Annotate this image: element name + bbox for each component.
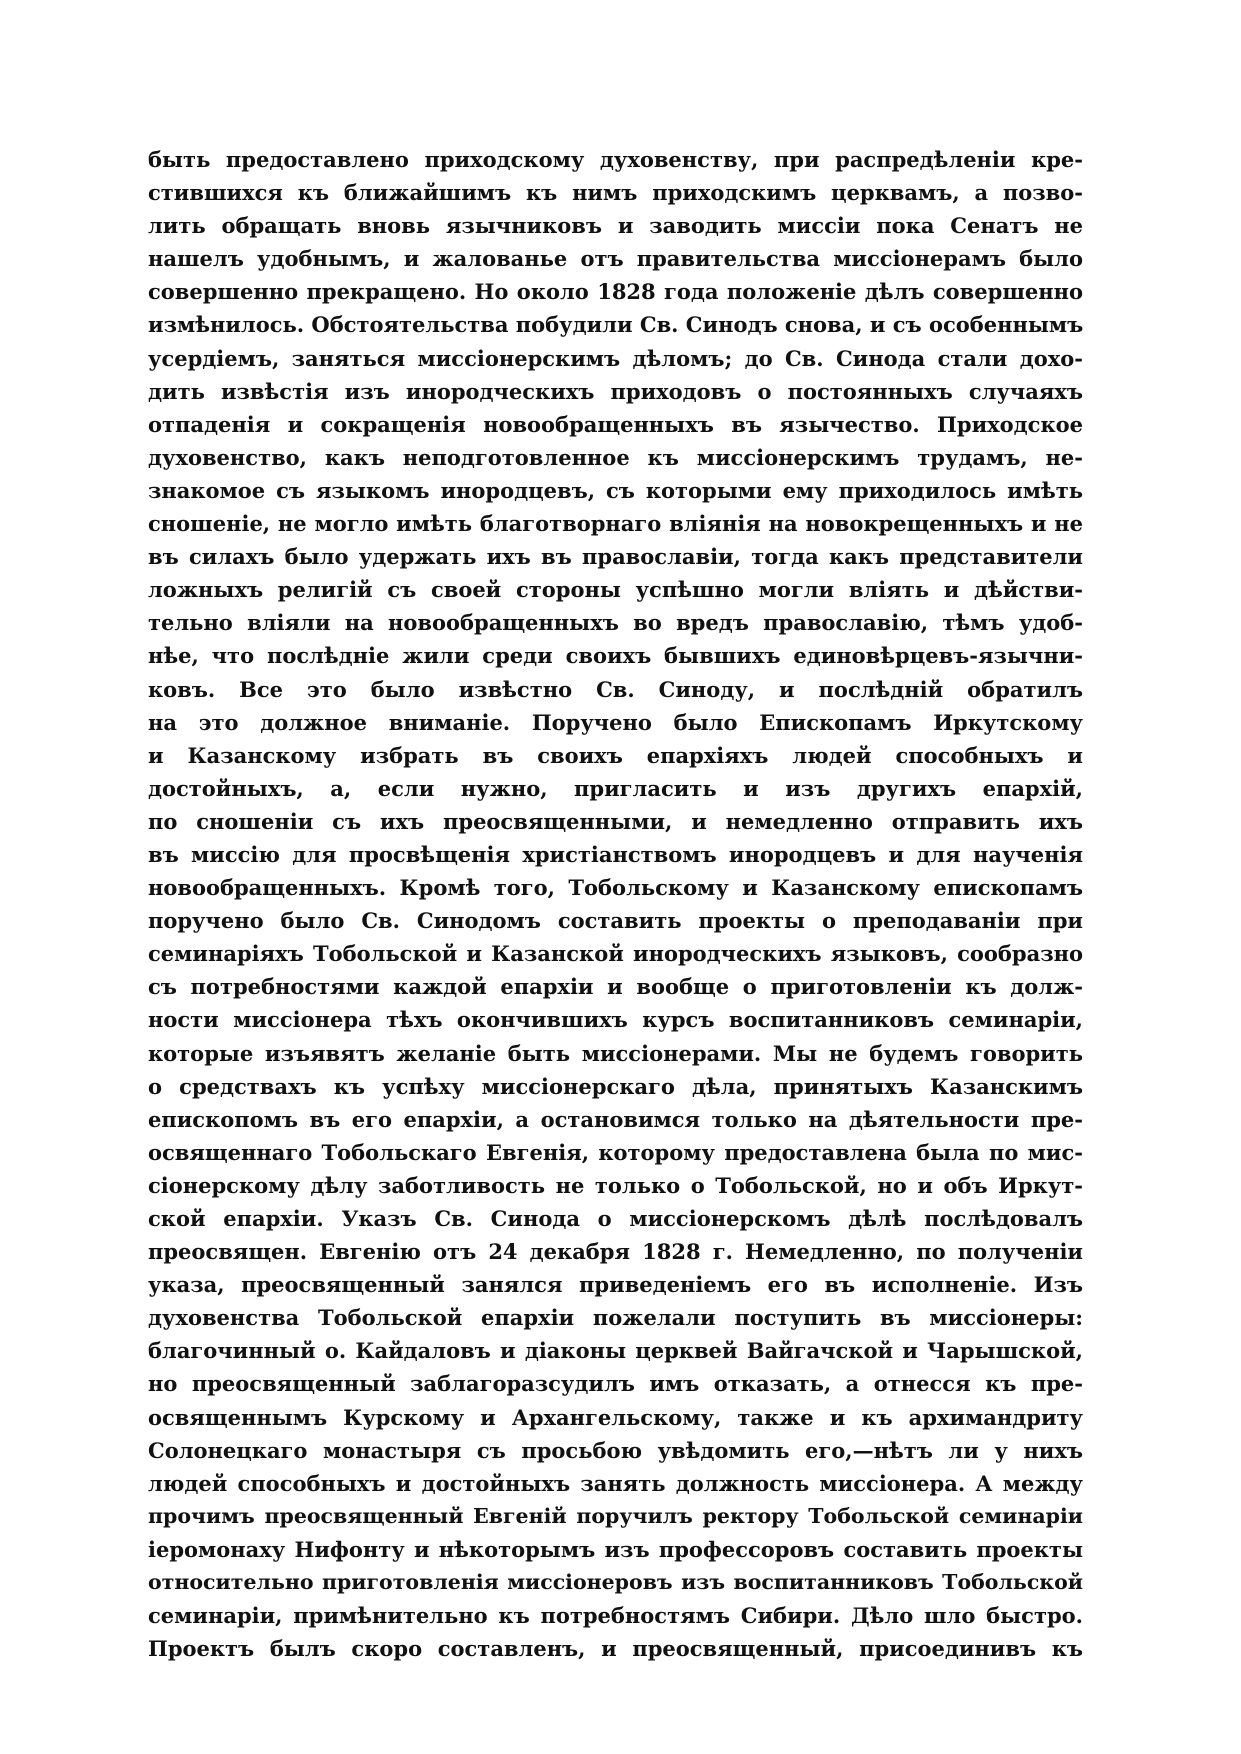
text-line: освященнаго Тобольскаго Евгенія, которому предоставлена была по мис- — [148, 1139, 1083, 1165]
text-line: усердіемъ, заняться миссіонерскимъ дѣломъ; до Св. Синода стали дохо- — [148, 345, 1083, 371]
text-line: Солонецкаго монастыря съ просьбою увѣдомить его,—нѣтъ ли у нихъ — [148, 1437, 1083, 1463]
text-line: указа, преосвященный занялся приведеніемъ его въ исполненіе. Изъ — [148, 1272, 1083, 1298]
text-line: благочинный о. Кайдаловъ и діаконы церквей Вайгачской и Чарышской, — [148, 1338, 1083, 1364]
text-line: іеромонаху Нифонту и нѣкоторымъ изъ профессоровъ составить проекты — [148, 1536, 1083, 1562]
text-line: отпаденія и сокращенія новообращенныхъ въ язычество. Приходское — [148, 411, 1083, 437]
text-line: сіонерскому дѣлу заботливость не только о Тобольской, но и объ Иркут- — [148, 1172, 1083, 1198]
text-line: съ потребностями каждой епархіи и вообще о приготовленіи къ долж- — [148, 974, 1083, 1000]
text-line: семинаріяхъ Тобольской и Казанской инородческихъ языковъ, сообразно — [148, 941, 1083, 967]
text-line: поручено было Св. Синодомъ составить проекты о преподаваніи при — [148, 908, 1083, 934]
text-line: ности миссіонера тѣхъ окончившихъ курсъ воспитанниковъ семинаріи, — [148, 1007, 1083, 1033]
text-line: знакомое съ языкомъ инородцевъ, съ которыми ему приходилось имѣть — [148, 477, 1083, 503]
text-line: въ миссію для просвѣщенія христіанствомъ инородцевъ и для наученія — [148, 841, 1083, 867]
text-line: относительно приготовленія миссіонеровъ изъ воспитанниковъ Тобольской — [148, 1570, 1083, 1595]
text-line: ковъ. Все это было извѣстно Св. Синоду, и послѣдній обратилъ — [148, 676, 1083, 702]
text-line: нашелъ удобнымъ, и жалованье отъ правительства миссіонерамъ было — [148, 246, 1083, 272]
text-line: новообращенныхъ. Кромѣ того, Тобольскому и Казанскому епископамъ — [148, 875, 1083, 901]
text-line: но преосвященный заблагоразсудилъ имъ отказать, а отнесся къ пре- — [148, 1371, 1083, 1397]
text-line: ложныхъ религій съ своей стороны успѣшно могли вліять и дѣйстви- — [148, 577, 1083, 603]
text-line: людей способныхъ и достойныхъ занять должность миссіонера. А между — [148, 1470, 1083, 1496]
text-line: стившихся къ ближайшимъ къ нимъ приходскимъ церквамъ, а позво- — [148, 180, 1083, 206]
text-line: тельно вліяли на новообращенныхъ во вредъ православію, тѣмъ удоб- — [148, 610, 1083, 636]
text-line: сношеніе, не могло имѣть благотворнаго вліянія на новокрещенныхъ и не — [148, 511, 1083, 537]
text-line: нѣе, что послѣдніе жили среди своихъ бывшихъ единовѣрцевъ-язычни- — [148, 643, 1083, 669]
body-text — [148, 143, 1083, 1665]
text-line: по сношеніи съ ихъ преосвященными, и немедленно отправить ихъ — [148, 808, 1083, 834]
text-line: быть предоставлено приходскому духовенству, при распредѣленіи кре- — [148, 147, 1083, 172]
text-line: семинаріи, примѣнительно къ потребностямъ Сибири. Дѣло шло быстро. — [148, 1603, 1083, 1629]
text-line: достойныхъ, а, если нужно, пригласить и изъ другихъ епархій, — [148, 775, 1083, 801]
text-line: духовенство, какъ неподготовленное къ миссіонерскимъ трудамъ, не- — [148, 444, 1083, 470]
text-line: прочимъ преосвященный Евгеній поручилъ ректору Тобольской семинаріи — [148, 1503, 1083, 1528]
text-line: духовенства Тобольской епархіи пожелали поступить въ миссіонеры: — [148, 1305, 1083, 1331]
text-line: лить обращать вновь язычниковъ и заводить миссіи пока Сенатъ не — [148, 213, 1083, 239]
text-line: на это должное вниманіе. Поручено было Епископамъ Иркутскому — [148, 709, 1083, 735]
text-line: преосвящен. Евгенію отъ 24 декабря 1828 г. Немедленно, по полученіи — [148, 1239, 1083, 1265]
text-line: въ силахъ было удержать ихъ въ православіи, тогда какъ представители — [148, 544, 1083, 570]
text-line: которые изъявятъ желаніе быть миссіонерами. Мы не будемъ говорить — [148, 1040, 1083, 1066]
text-line: измѣнилось. Обстоятельства побудили Св. Синодъ снова, и съ особеннымъ — [148, 312, 1083, 338]
text-line: о средствахъ къ успѣху миссіонерскаго дѣла, принятыхъ Казанскимъ — [148, 1073, 1083, 1099]
text-line: Проектъ былъ скоро составленъ, и преосвященный, присоединивъ къ — [148, 1636, 1083, 1662]
text-line: и Казанскому избрать въ своихъ епархіяхъ людей способныхъ и — [148, 742, 1083, 768]
text-line: освященнымъ Курскому и Архангельскому, также и къ архимандриту — [148, 1404, 1083, 1430]
text-line: совершенно прекращено. Но около 1828 года положеніе дѣлъ совершенно — [148, 279, 1083, 305]
text-line: ской епархіи. Указъ Св. Синода о миссіонерскомъ дѣлѣ послѣдовалъ — [148, 1206, 1083, 1231]
text-line: дить извѣстія изъ инородческихъ приходовъ о постоянныхъ случаяхъ — [148, 378, 1083, 404]
text-line: епископомъ въ его епархіи, а остановимся только на дѣятельности пре- — [148, 1106, 1083, 1132]
